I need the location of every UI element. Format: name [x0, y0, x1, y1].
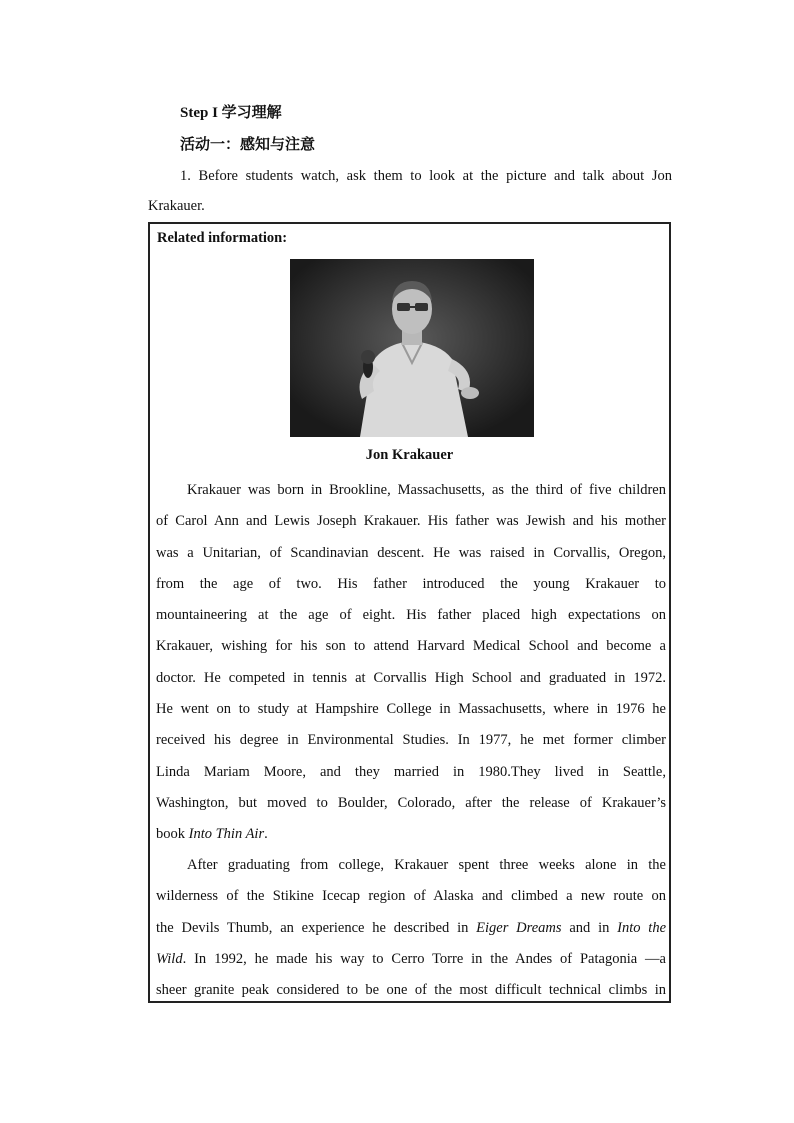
step-heading: Step I 学习理解	[180, 105, 282, 121]
biography-paragraph-2	[156, 850, 666, 1003]
text-line: sheer granite peak considered to be one of the most difficult technical climbs in	[156, 982, 666, 999]
text-line: mountaineering at the age of eight. His father placed high expectations on	[156, 607, 666, 624]
text-line	[156, 913, 666, 944]
text-line: He went on to study at Hampshire College in Massachusetts, where in 1976 he	[156, 701, 666, 718]
biography-paragraph-1	[156, 475, 666, 851]
text-segment: and in	[561, 919, 618, 936]
book-title-wild: Wild	[156, 950, 183, 967]
text-line-last	[156, 819, 666, 850]
book-title-eiger-dreams: Eiger Dreams	[476, 919, 562, 936]
text-line: from the age of two. His father introduced the young Krakauer to	[156, 575, 666, 592]
text-line: Linda Mariam Moore, and they married in 1980.They lived in Seattle,	[156, 763, 666, 780]
box-title: Related information:	[157, 230, 288, 246]
text-line: of Carol Ann and Lewis Joseph Krakauer. His father was Jewish and his mother	[156, 513, 666, 530]
jon-krakauer-photo	[290, 259, 534, 437]
text-line: doctor. He competed in tennis at Corvallis High School and graduated in 1972.	[156, 669, 666, 686]
book-title-into-the-wild: Into the	[617, 919, 666, 936]
photo-caption: Jon Krakauer	[365, 447, 454, 463]
activity-heading: 活动一：感知与注意	[180, 137, 316, 153]
text-line: was a Unitarian, of Scandinavian descent. He was raised in Corvallis, Oregon,	[156, 544, 666, 561]
intro-line-1: 1. Before students watch, ask them to look at the picture and talk about Jon	[180, 168, 672, 184]
text-line: Washington, but moved to Boulder, Colorado, after the release of Krakauer’s	[156, 794, 666, 811]
book-title-into-thin-air: Into Thin Air	[188, 826, 265, 843]
text-segment: . In 1992, he made his way to Cerro Torre in the Andes of Patagonia —a	[182, 950, 666, 967]
text-segment: the Devils Thumb, an experience he described in	[156, 919, 477, 936]
text-line: received his degree in Environmental Studies. In 1977, he met former climber	[156, 732, 666, 749]
text-line	[156, 944, 666, 975]
text-line: After graduating from college, Krakauer spent three weeks alone in the	[187, 857, 666, 873]
speaker-illustration	[290, 259, 534, 437]
intro-line-2: Krakauer.	[148, 198, 205, 214]
text-line: wilderness of the Stikine Icecap region of Alaska and climbed a new route on	[156, 888, 666, 905]
text-line: Krakauer was born in Brookline, Massachusetts, as the third of five children	[187, 482, 666, 498]
related-information-box	[148, 222, 671, 1003]
text-segment: .	[264, 826, 268, 843]
text-segment: book	[156, 826, 189, 843]
text-line: Krakauer, wishing for his son to attend Harvard Medical School and become a	[156, 638, 666, 655]
